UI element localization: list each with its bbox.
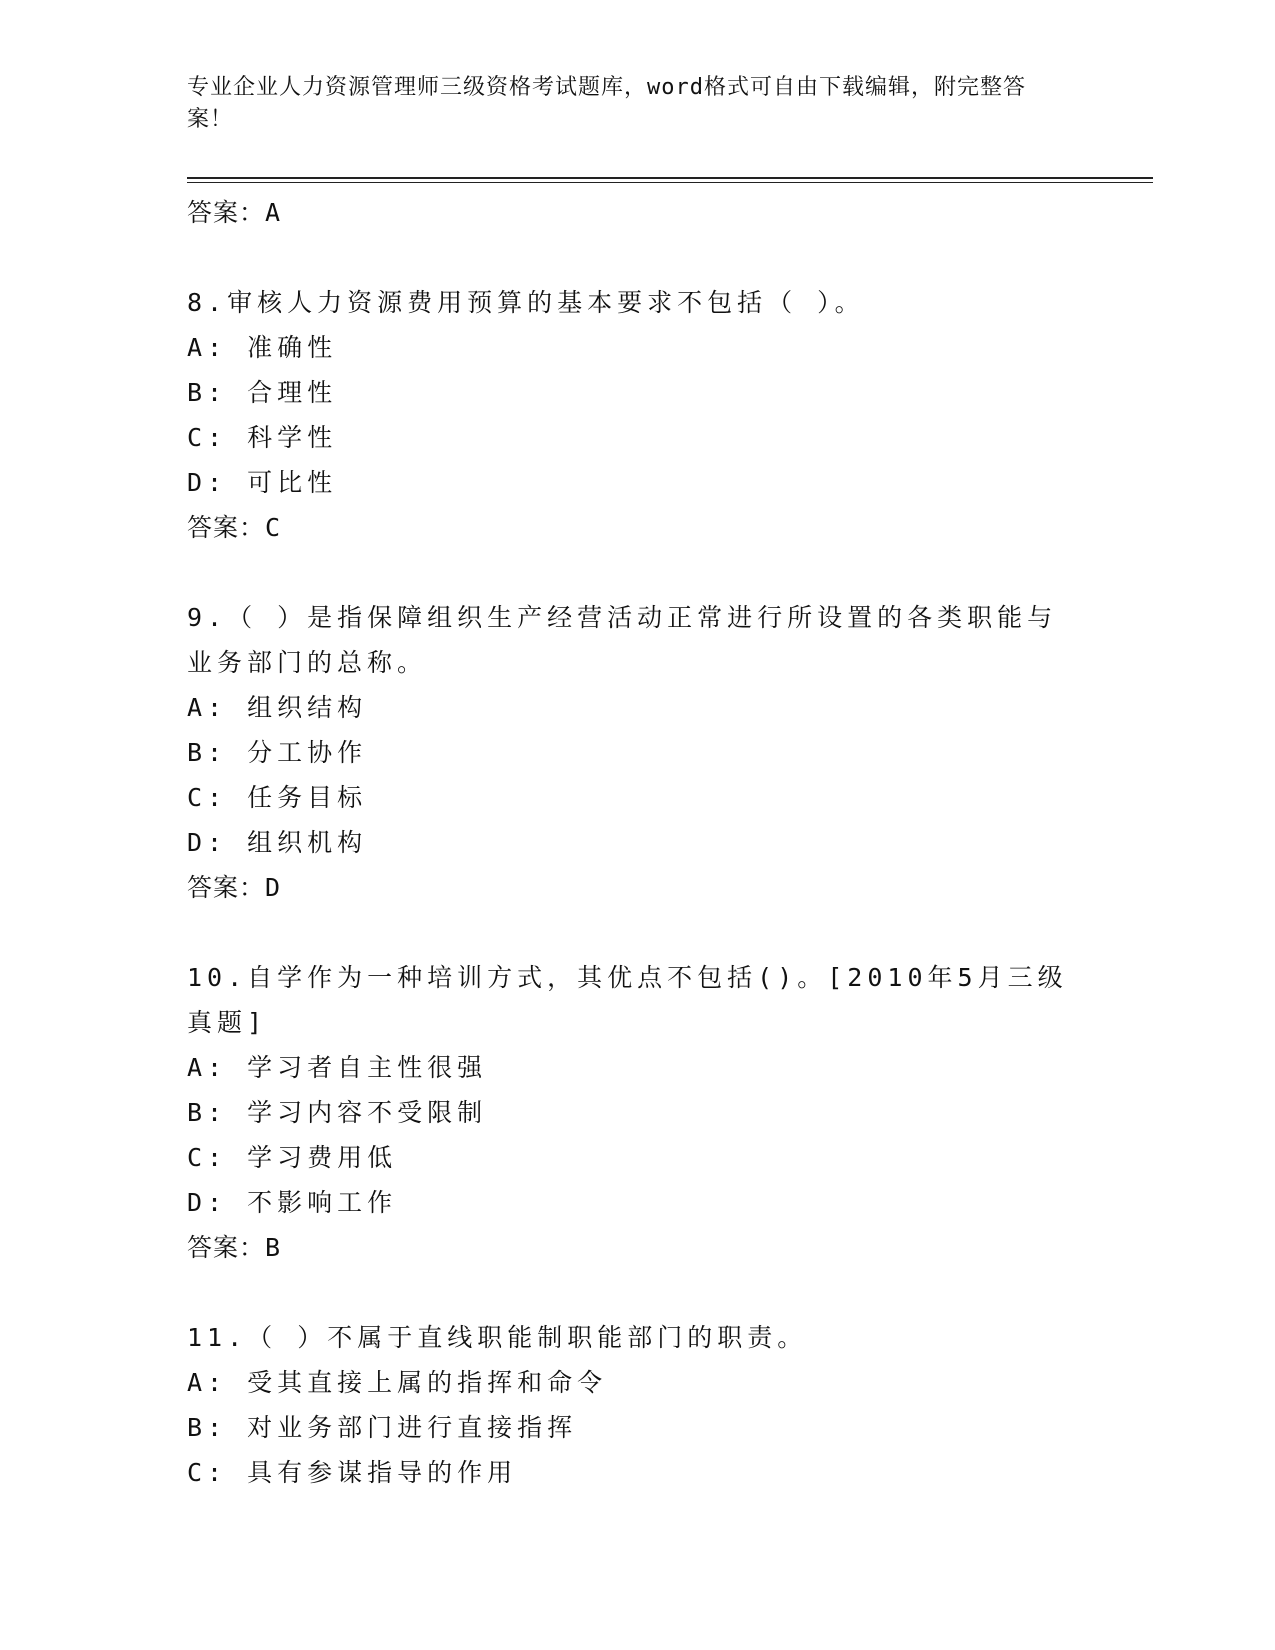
question-text: 11.（ ）不属于直线职能制职能部门的职责。 bbox=[187, 1323, 808, 1352]
option-a: A: 学习者自主性很强 bbox=[187, 1053, 488, 1082]
question-text: 8.审核人力资源费用预算的基本要求不包括（ ）。 bbox=[187, 288, 865, 317]
answer-line: 答案：B bbox=[187, 1233, 282, 1262]
question-9 bbox=[187, 595, 1087, 910]
answer-line: 答案：D bbox=[187, 873, 282, 902]
option-d: D: 组织机构 bbox=[187, 828, 368, 857]
previous-answer: 答案：A bbox=[187, 198, 282, 227]
option-a: A: 准确性 bbox=[187, 333, 338, 362]
option-b: B: 分工协作 bbox=[187, 738, 368, 767]
option-b: B: 对业务部门进行直接指挥 bbox=[187, 1413, 578, 1442]
question-text: 9.（ ）是指保障组织生产经营活动正常进行所设置的各类职能与业务部门的总称。 bbox=[187, 603, 1058, 677]
question-10 bbox=[187, 955, 1087, 1270]
option-c: C: 科学性 bbox=[187, 423, 338, 452]
answer-line: 答案：C bbox=[187, 513, 282, 542]
option-b: B: 学习内容不受限制 bbox=[187, 1098, 488, 1127]
question-text: 10.自学作为一种培训方式，其优点不包括()。[2010年5月三级真题] bbox=[187, 963, 1068, 1037]
header-divider-thin bbox=[187, 182, 1153, 183]
question-11 bbox=[187, 1315, 1087, 1495]
option-a: A: 受其直接上属的指挥和命令 bbox=[187, 1368, 608, 1397]
option-c: C: 任务目标 bbox=[187, 783, 368, 812]
option-c: C: 学习费用低 bbox=[187, 1143, 398, 1172]
option-c: C: 具有参谋指导的作用 bbox=[187, 1458, 518, 1487]
option-d: D: 可比性 bbox=[187, 468, 338, 497]
option-a: A: 组织结构 bbox=[187, 693, 368, 722]
question-8 bbox=[187, 280, 1087, 550]
question-list bbox=[187, 190, 1087, 1495]
option-d: D: 不影响工作 bbox=[187, 1188, 398, 1217]
option-b: B: 合理性 bbox=[187, 378, 338, 407]
header-divider-thick bbox=[187, 177, 1153, 179]
document-header-note: 专业企业人力资源管理师三级资格考试题库，word格式可自由下载编辑，附完整答案！ bbox=[187, 75, 1026, 132]
